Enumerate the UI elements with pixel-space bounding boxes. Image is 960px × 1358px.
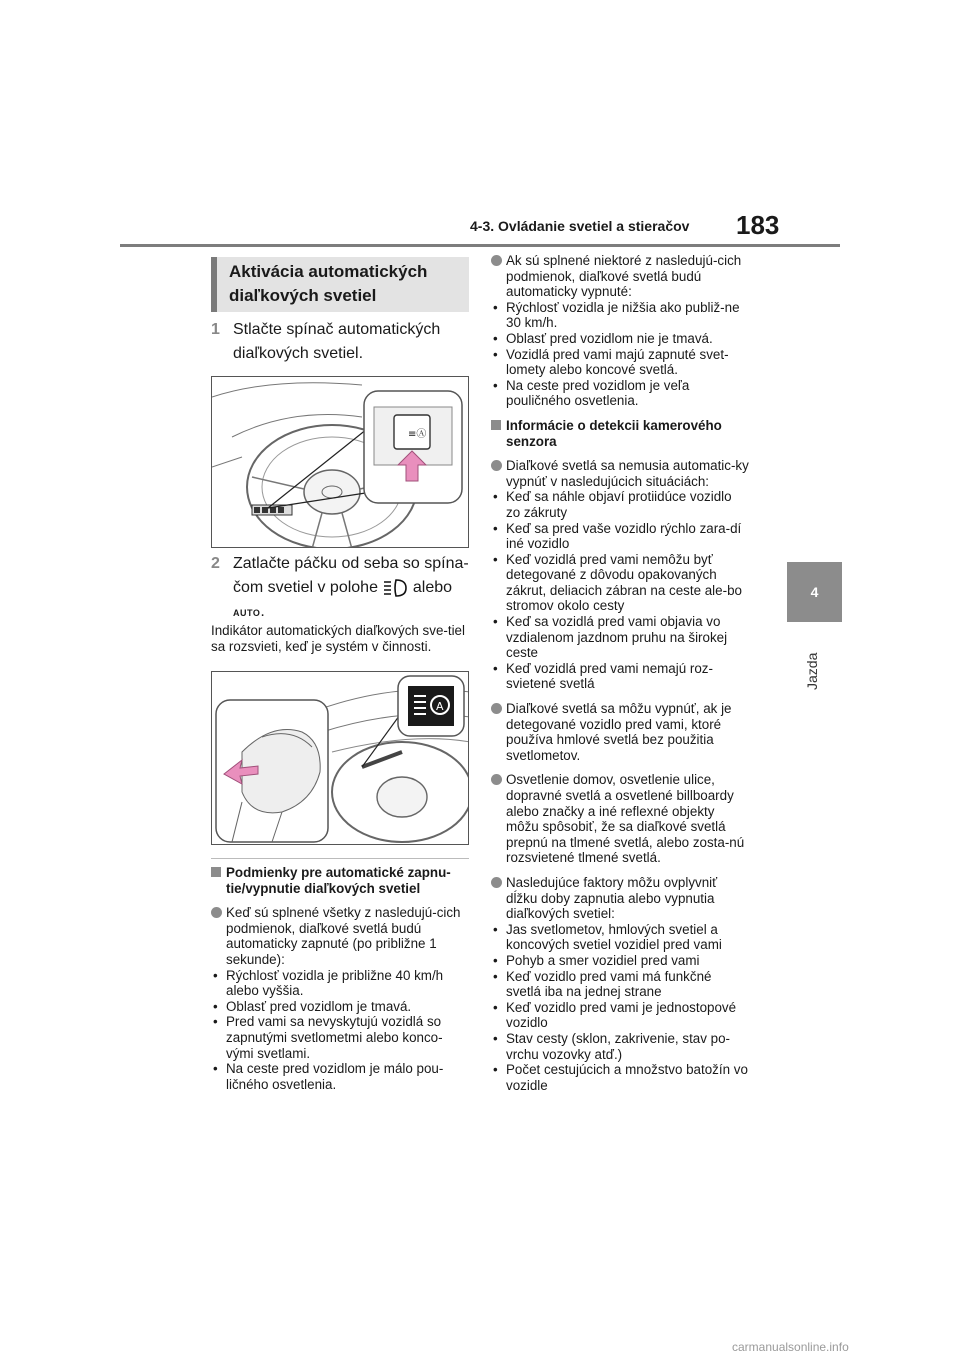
step-1 — [211, 318, 469, 368]
lever-illustration — [211, 671, 469, 845]
conditions-heading-block — [211, 865, 469, 896]
list-item: • Rýchlosť vozidla je nižšia ako publiž-ne 30 km/h. — [491, 300, 749, 331]
step-number: 1 — [211, 321, 220, 338]
list-item: • Keď sa pred vaše vozidlo rýchlo zara-dí iné vozidlo — [491, 521, 749, 552]
camera-list — [491, 489, 749, 692]
square-bullet-icon — [211, 867, 221, 877]
conditions-intro: Keď sú splnené všetky z nasledujú-cich podmienok, diaľkové svetlá budú automaticky zapnuté (po približne 1 sekunde): — [226, 905, 461, 967]
section-title-box — [211, 257, 469, 312]
off-conditions-list — [491, 300, 749, 409]
conditions-on-block — [211, 905, 469, 1092]
camera-heading: Informácie o detekcii kamerového senzora — [506, 417, 722, 449]
factors-list — [491, 922, 749, 1094]
list-item: • Vozidlá pred vami majú zapnuté svet-lomety alebo koncové svetlá. — [491, 347, 749, 378]
page-number: 183 — [736, 210, 780, 240]
svg-text:≡Ⓐ: ≡Ⓐ — [408, 429, 427, 440]
list-item: • Keď vozidlá pred vami nemajú roz-svietené svetlá — [491, 661, 749, 692]
chapter-number: 4 — [810, 584, 819, 600]
lights-paragraph: Osvetlenie domov, osvetlenie ulice, dopravné svetlá a osvetlené billboardy alebo značky a iné reflexné objekty môžu spôsobiť, že sa diaľkové svetlá prepnú na tlmené svetlá, alebo zosta-nú rozsvietené tlmené svetlá. — [506, 772, 745, 866]
chapter-label: Jazda — [804, 652, 820, 690]
step-number: 2 — [211, 555, 220, 572]
lever-illustration-drawing — [212, 672, 469, 845]
list-item: • Na ceste pred vozidlom je veľa pouličného osvetlenia. — [491, 378, 749, 409]
indicator-paragraph: Indikátor automatických diaľkových sve-tiel sa rozsvieti, keď je systém v činnosti. — [211, 623, 465, 654]
list-item: • Stav cesty (sklon, zakrivenie, stav po-vrchu vozovky atď.) — [491, 1031, 749, 1062]
list-item: • Oblasť pred vozidlom nie je tmavá. — [491, 331, 749, 347]
switch-illustration — [211, 376, 469, 548]
fog-block — [491, 701, 749, 763]
circle-bullet-icon — [491, 255, 502, 266]
circle-bullet-icon — [491, 877, 502, 888]
camera-heading-block — [491, 418, 749, 449]
list-item: • Počet cestujúcich a množstvo batožín vo vozidle — [491, 1062, 749, 1093]
header-rule — [120, 244, 840, 247]
list-item: • Na ceste pred vozidlom je málo pou-ličného osvetlenia. — [211, 1061, 469, 1092]
svg-text:A: A — [436, 700, 444, 713]
off-conditions-intro: Ak sú splnené niektoré z nasledujú-cich podmienok, diaľkové svetlá budú automaticky vypnuté: — [506, 253, 742, 300]
conditions-heading: Podmienky pre automatické zapnu-tie/vypnutie diaľkových svetiel — [226, 865, 451, 896]
step-text-or: alebo — [412, 579, 453, 596]
list-item: • Keď vozidlo pred vami má funkčné svetlá iba na jednej strane — [491, 969, 749, 1000]
factors-block — [491, 875, 749, 1093]
right-column — [491, 253, 749, 1102]
circle-bullet-icon — [491, 703, 502, 714]
fog-paragraph: Diaľkové svetlá sa môžu vypnúť, ak je detegované vozidlo pred vami, ktoré používa hmlové svetlá bez použitia svetlometov. — [506, 701, 732, 763]
list-item: • Keď vozidlo pred vami je jednostopové vozidlo — [491, 1000, 749, 1031]
camera-block — [491, 458, 749, 692]
list-item: • Keď sa náhle objaví protiidúce vozidlo zo zákruty — [491, 489, 749, 520]
divider — [211, 858, 469, 859]
section-heading: 4-3. Ovládanie svetiel a stieračov — [470, 218, 690, 234]
section-title: Aktivácia automatických diaľkových svetiel — [229, 262, 428, 305]
camera-intro: Diaľkové svetlá sa nemusia automatic-ky vypnúť v nasledujúcich situáciách: — [506, 458, 749, 489]
list-item: • Oblasť pred vozidlom je tmavá. — [211, 999, 469, 1015]
watermark: carmanualsonline.info — [732, 1340, 849, 1354]
headlight-auto-high-beam-icon — [382, 578, 408, 598]
step-tail: . — [260, 603, 265, 620]
step-text: Stlačte spínač automatických diaľkových svetiel. — [233, 321, 441, 362]
list-item: • Rýchlosť vozidla je približne 40 km/h alebo vyššia. — [211, 968, 469, 999]
dashboard-illustration — [212, 377, 469, 548]
off-conditions-block — [491, 253, 749, 409]
square-bullet-icon — [491, 420, 501, 430]
step-text: Zatlačte páčku od seba so spína-čom svetiel v polohe — [233, 555, 469, 596]
conditions-section — [211, 865, 469, 1101]
lights-block — [491, 772, 749, 866]
auto-icon: AUTO — [233, 608, 261, 618]
list-item: • Pred vami sa nevyskytujú vozidlá so zapnutými svetlometmi alebo konco-vými svetlami. — [211, 1014, 469, 1061]
chapter-tab[interactable] — [787, 562, 842, 622]
list-item: • Pohyb a smer vozidiel pred vami — [491, 953, 749, 969]
step-2 — [211, 552, 469, 624]
factors-intro: Nasledujúce faktory môžu ovplyvniť dĺžku doby zapnutia alebo vypnutia diaľkových svetiel: — [506, 874, 718, 922]
list-item: • Jas svetlometov, hmlových svetiel a koncových svetiel vozidiel pred vami — [491, 922, 749, 953]
conditions-list — [211, 968, 469, 1093]
list-item: • Keď sa vozidlá pred vami objavia vo vzdialenom jazdnom pruhu na širokej ceste — [491, 614, 749, 661]
list-item: • Keď vozidlá pred vami nemôžu byť detegované z dôvodu opakovaných zákrut, deliacich zábran na ceste ale-bo stromov okolo cesty — [491, 552, 749, 614]
